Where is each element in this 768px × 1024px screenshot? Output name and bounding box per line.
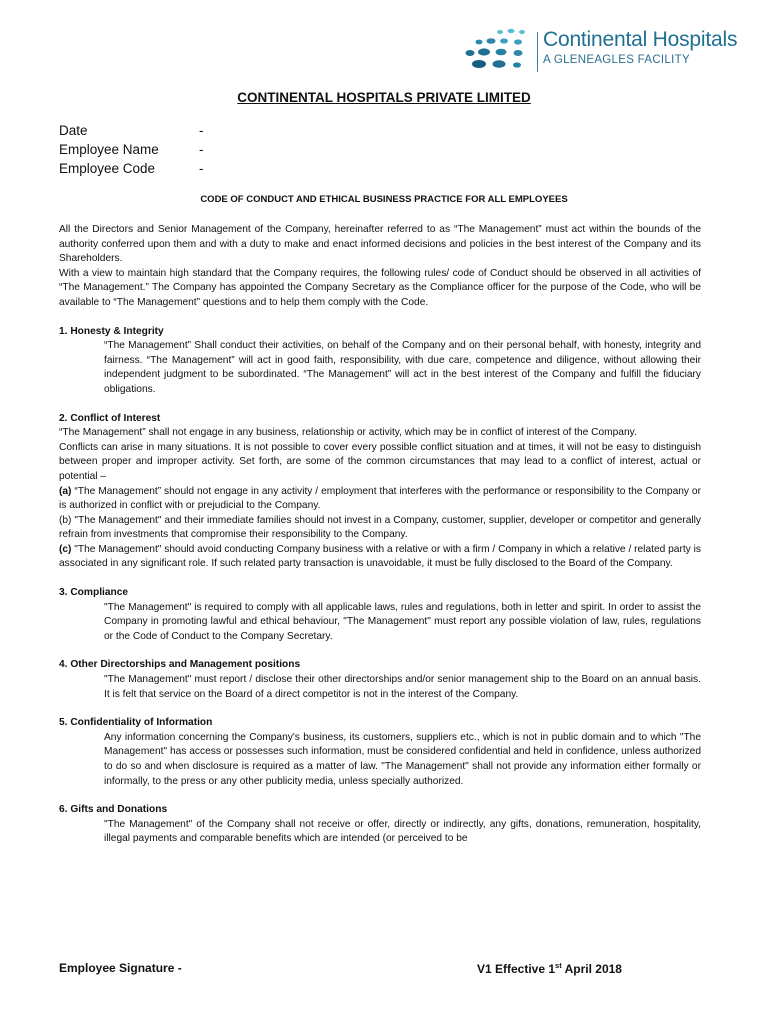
field-value: - (199, 142, 204, 157)
field-employee-name (59, 142, 204, 161)
field-employee-code (59, 161, 204, 180)
section-paragraph: "The Management" must report / disclose their other directorships and/or senior management ship to the Board on an annual basis. It is felt that service on the Board of a direct competitor is not in the interest of the Company. (104, 674, 701, 700)
section-paragraph: “The Management” Shall conduct their activities, on behalf of the Company and on their personal behalf, with honesty, integrity and fairness. “The Management” will act in good faith, responsibility, with due care, competence and diligence, without allowing their independent judgment to be subordinated. “The Management” will act in the best interest of the Company and fulfill the fiduciary obligations. (104, 340, 701, 395)
section-title: 4. Other Directorships and Management positions (59, 659, 301, 671)
section-paragraph: Any information concerning the Company's business, its customers, suppliers etc., which is not in public domain and to which "The Management" has access or possesses such information, must be considered confidential and held in confidence, unless authorized to do so and when disclosure is required as a matter of law. "The Management" shall not provide any information either formally or informally, to the press or any other publicity media, unless specially authorized. (104, 731, 701, 787)
section-title: 1. Honesty & Integrity (59, 325, 164, 337)
section-paragraph: "The Management" is required to comply with all applicable laws, rules and regulations, both in letter and spirit. In order to assist the Company in promoting lawful and ethical behaviour, "The Management" must report any possible violation of law, rules, regulations or the Code of Conduct to the Company Secretary. (104, 601, 701, 642)
clause-c (59, 543, 701, 572)
employee-fields (59, 123, 204, 180)
document-body (59, 223, 701, 847)
clause-marker: (a) (59, 485, 72, 497)
clause-text: “The Management” should not engage in any activity / employment that interferes with the performance or responsibility to the Company or is authorized in conflict with or prejudicial to the Company. (59, 485, 701, 512)
version-prefix: V1 Effective 1 (477, 962, 556, 976)
clause-a (59, 485, 701, 514)
clause-marker: (c) (59, 543, 72, 555)
clause-text: "The Management" should avoid conducting Company business with a relative or with a firm / Company in which a relative / related party is associated in any significant role. If such related party transaction is unavoidable, it must be fully disclosed to the Board of the Company. (59, 543, 701, 570)
intro-paragraph: All the Directors and Senior Management of the Company, hereinafter referred to as “The Management” must act within the bounds of the authority conferred upon them and with a duty to make and enact informed decisions and policies in the best interest of the Company and its Shareholders. (59, 224, 701, 265)
version-suffix: April 2018 (561, 962, 622, 976)
section-honesty-integrity (59, 325, 701, 398)
field-value: - (199, 161, 204, 176)
field-label: Employee Code (59, 161, 156, 176)
company-logo (462, 26, 752, 74)
field-label: Date (59, 123, 88, 138)
field-date (59, 123, 204, 142)
logo-tagline: A GLENEAGLES FACILITY (543, 54, 690, 66)
employee-signature-label: Employee Signature - (59, 961, 182, 975)
section-title: 2. Conflict of Interest (59, 412, 161, 424)
section-paragraph: Conflicts can arise in many situations. It is not possible to cover every possible conflict situation and at times, it will not be easy to distinguish between proper and improper activity. Set forth, are some of the common circumstances that may lead to a conflict of interest, actual or potential – (59, 441, 701, 482)
intro-paragraph: With a view to maintain high standard that the Company requires, the following rules/ code of Conduct should be observed in all activities of “The Management.” The Company has appointed the Company Secretary as the Compliance officer for the purpose of the Code, who will be available to “The Management” questions and to help them comply with the Code. (59, 267, 701, 308)
logo-divider (537, 32, 538, 72)
section-title: 3. Compliance (59, 587, 129, 599)
section-compliance (59, 586, 701, 644)
section-title: 6. Gifts and Donations (59, 804, 168, 816)
logo-name: Continental Hospitals (543, 28, 738, 51)
section-conflict-of-interest (59, 412, 701, 573)
section-paragraph: “The Management” shall not engage in any business, relationship or activity, which may be in conflict of interest of the Company. (59, 427, 637, 439)
section-title: 5. Confidentiality of Information (59, 717, 213, 729)
company-title: CONTINENTAL HOSPITALS PRIVATE LIMITED (237, 90, 531, 105)
clause-b: (b) "The Management" and their immediate families should not invest in a Company, customer, supplier, developer or competitor and generally refrain from investments that compromise their responsibility to the Company. (59, 514, 701, 541)
section-confidentiality (59, 716, 701, 789)
code-title: CODE OF CONDUCT AND ETHICAL BUSINESS PRACTICE FOR ALL EMPLOYEES (200, 194, 568, 205)
field-value: - (199, 123, 204, 138)
section-gifts-donations (59, 803, 701, 847)
field-label: Employee Name (59, 142, 159, 157)
section-other-directorships (59, 658, 701, 702)
dots-logo-icon (462, 26, 532, 74)
version-effective-date (477, 961, 622, 976)
section-paragraph: "The Management" of the Company shall not receive or offer, directly or indirectly, any gifts, donations, remuneration, hospitality, illegal payments and comparable benefits which are intended (or perceived to be (104, 818, 701, 845)
version-superscript: st (555, 961, 562, 970)
